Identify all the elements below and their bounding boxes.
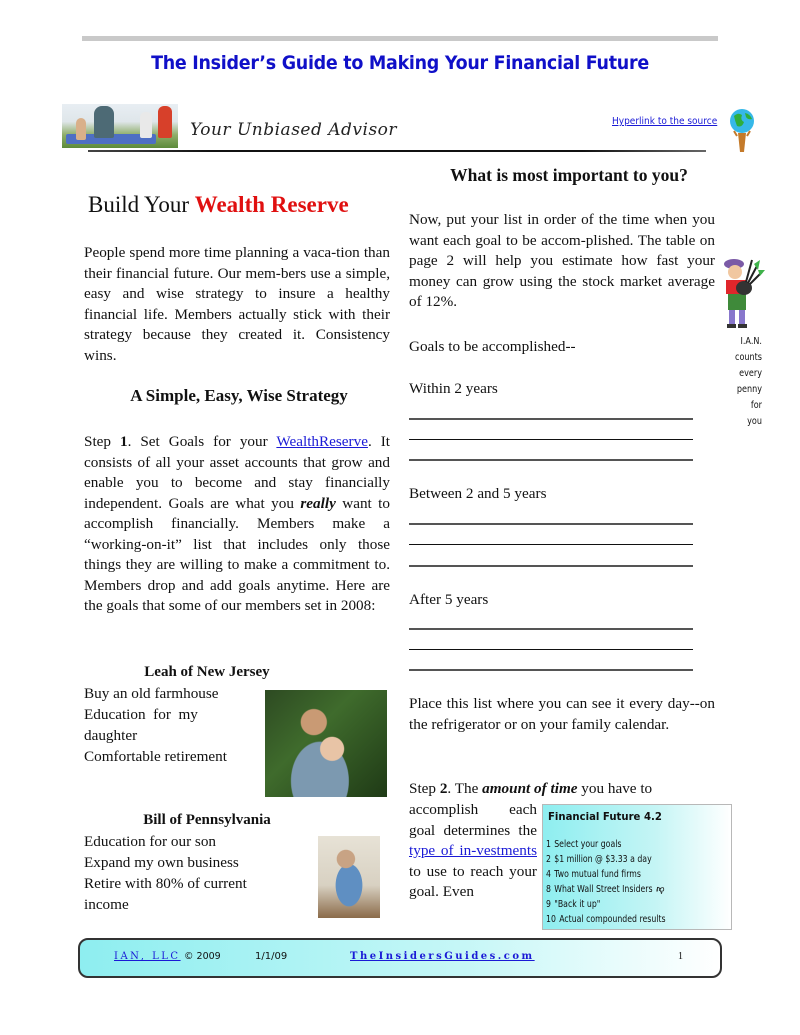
- box-item[interactable]: [546, 837, 666, 852]
- goal-item: Expand my own business: [84, 854, 239, 871]
- box-item[interactable]: [546, 882, 666, 897]
- goal-blank-line[interactable]: [409, 544, 693, 545]
- box-title: Financial Future 4.2: [548, 810, 662, 823]
- goal-blank-line[interactable]: [409, 523, 693, 525]
- page-title: The Insider’s Guide to Making Your Financial Future: [151, 52, 649, 74]
- goal-blank-line[interactable]: [409, 649, 693, 650]
- goal-item: Education for my: [84, 706, 198, 723]
- caption-line: counts: [734, 352, 762, 363]
- goal-item: Education for our son: [84, 833, 217, 850]
- heading-plain: Build Your: [88, 192, 195, 217]
- bill-photo: [318, 836, 380, 918]
- intro-paragraph: People spend more time planning a vaca-tion than their financial future. Our mem-bers use a simple, easy and wise strategy to insure a healthy financial life. Members actually stick with their strategy because they created it. Consistency wins.: [84, 244, 390, 364]
- page-number: 1: [678, 951, 683, 962]
- step1-lead: . Set Goals for your: [127, 433, 277, 450]
- goal-blank-line[interactable]: [409, 565, 693, 567]
- step1-paragraph: [84, 432, 390, 617]
- goal-blank-line[interactable]: [409, 459, 693, 461]
- caption-line: penny: [736, 384, 762, 395]
- item-label: $1 million @ $3.33 a day: [554, 854, 652, 865]
- thumbs-down-icon: 👎︎: [655, 884, 664, 895]
- goal-item: Buy an old farmhouse: [84, 685, 219, 702]
- tagline: Your Unbiased Advisor: [190, 120, 398, 140]
- step1-body: . It consists of all your asset accounts that grow and enable you to become and stay financially independent. Goals are what you: [84, 433, 390, 512]
- bagpiper-mascot-icon: [720, 250, 766, 332]
- source-hyperlink[interactable]: Hyperlink to the source: [612, 116, 718, 127]
- box-items: [546, 837, 666, 927]
- goal-item: daughter: [84, 727, 138, 744]
- item-label: Actual compounded results: [559, 914, 666, 925]
- globe-icon: [728, 108, 756, 154]
- member-name-bill: Bill of Pennsylvania: [143, 812, 271, 828]
- box-item[interactable]: [546, 912, 666, 927]
- caption-line: you: [747, 416, 762, 427]
- item-number: 10: [546, 914, 556, 925]
- item-number: 8: [546, 884, 551, 895]
- step1-rest: want to accomplish financially. Members make a “working-on-it” list that includes only those things they are willing to make a commitment to. Members drop and add goals anytime. Here are the goals that some of our members set in 2008:: [84, 494, 390, 614]
- step2-body-end: to use to reach your goal. Even: [409, 862, 537, 900]
- group-label-2-to-5: Between 2 and 5 years: [409, 485, 547, 502]
- top-rule: [82, 36, 718, 41]
- right-heading: What is most important to you?: [450, 165, 688, 185]
- order-paragraph: Now, put your list in order of the time when you want each goal to be accom-plished. The table on page 2 will help you estimate how fast your money can grow using the stock market average of 12%.: [409, 211, 715, 310]
- goal-blank-line[interactable]: [409, 418, 693, 420]
- goal-blank-line[interactable]: [409, 628, 693, 630]
- wealthreserve-link[interactable]: WealthReserve: [276, 433, 368, 450]
- step2-after: you have to: [577, 780, 653, 797]
- family-picnic-photo: [62, 104, 178, 148]
- group-label-after-5: After 5 years: [409, 591, 489, 608]
- item-number: 9: [546, 899, 551, 910]
- item-number: 4: [546, 869, 551, 880]
- caption-line: every: [739, 368, 762, 379]
- leah-photo: [265, 690, 387, 797]
- strategy-heading: A Simple, Easy, Wise Strategy: [130, 386, 348, 405]
- goal-blank-line[interactable]: [409, 669, 693, 671]
- item-label: Select your goals: [554, 839, 622, 850]
- group-label-within-2: Within 2 years: [409, 380, 498, 397]
- step2-wrapped-text: [409, 800, 537, 903]
- step2-emphasis: amount of time: [482, 780, 578, 797]
- goal-item: Comfortable retirement: [84, 748, 227, 765]
- item-label: "Back it up": [554, 899, 601, 910]
- item-number: 1: [546, 839, 551, 850]
- step1-emphasis: really: [300, 494, 336, 512]
- step2-prefix: Step: [409, 780, 440, 797]
- goal-item: income: [84, 896, 129, 913]
- caption-line: I.A.N.: [740, 336, 762, 347]
- item-label: What Wall Street Insiders: [554, 884, 653, 895]
- issue-date: 1/1/09: [255, 951, 288, 962]
- financial-future-box: [542, 804, 732, 930]
- goal-blank-line[interactable]: [409, 439, 693, 440]
- item-label: Two mutual fund firms: [554, 869, 641, 880]
- website-link[interactable]: TheInsidersGuides.com: [350, 951, 535, 962]
- box-item[interactable]: [546, 867, 666, 882]
- step1-prefix: Step: [84, 433, 120, 450]
- step2-body: accomplish each goal determines the: [409, 801, 537, 839]
- step1-number: 1: [119, 433, 128, 450]
- member-name-leah: Leah of New Jersey: [144, 664, 270, 680]
- box-item[interactable]: [546, 852, 666, 867]
- goal-item: Retire with 80% of current: [84, 875, 247, 892]
- goals-label: Goals to be accomplished--: [409, 338, 576, 355]
- copyright: © 2009: [184, 951, 221, 962]
- mascot-caption: [733, 334, 762, 430]
- company-link[interactable]: IAN, LLC: [114, 951, 181, 962]
- member-goals-leah: [84, 683, 227, 767]
- step2-heading-line: [409, 779, 715, 800]
- caption-line: for: [750, 400, 762, 411]
- member-goals-bill: [84, 831, 247, 915]
- heading-accent: Wealth Reserve: [194, 192, 349, 217]
- step2-number: 2: [439, 780, 448, 797]
- box-item[interactable]: [546, 897, 666, 912]
- section-heading-build: [88, 192, 349, 218]
- investment-types-link[interactable]: type of in-vestments: [409, 842, 537, 859]
- item-number: 2: [546, 854, 551, 865]
- step2-lead: . The: [447, 780, 483, 797]
- place-list-paragraph: Place this list where you can see it every day--on the refrigerator or on your family calendar.: [409, 695, 715, 733]
- header-divider: [88, 150, 706, 152]
- page-footer: [78, 938, 722, 978]
